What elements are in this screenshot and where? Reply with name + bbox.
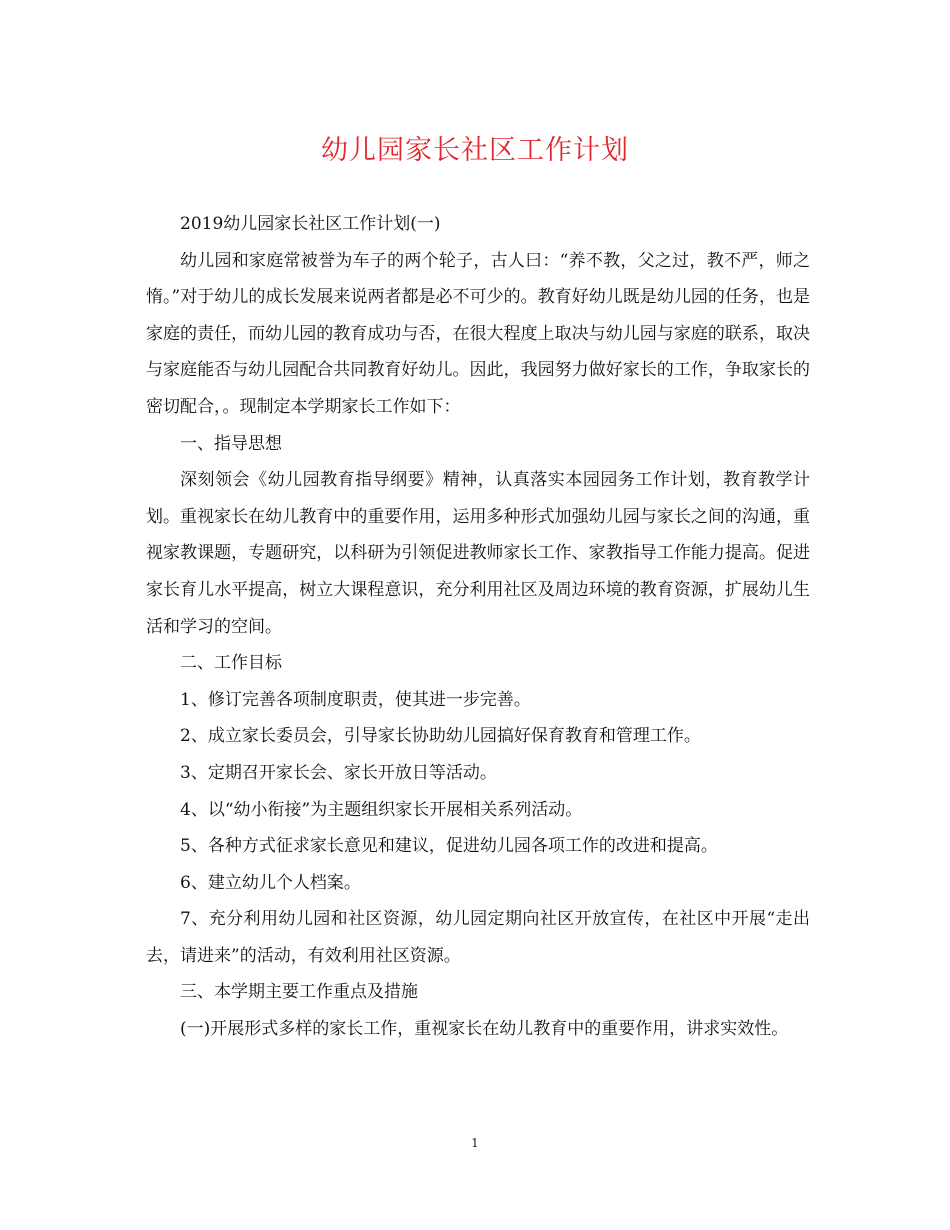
goal-item-5: 5、各种方式征求家长意见和建议，促进幼儿园各项工作的改进和提高。 bbox=[180, 836, 718, 857]
goal-item-4: 4、以“幼小衔接”为主题组织家长开展相关系列活动。 bbox=[180, 799, 583, 820]
section-heading-key-work: 三、本学期主要工作重点及措施 bbox=[180, 982, 418, 1003]
document-title: 幼儿园家长社区工作计划 bbox=[321, 135, 629, 166]
goal-item-1: 1、修订完善各项制度职责，使其进一步完善。 bbox=[180, 689, 531, 710]
goal-item-3: 3、定期召开家长会、家长开放日等活动。 bbox=[180, 762, 497, 783]
paragraph-key-work-1: (一)开展形式多样的家长工作，重视家长在幼儿教育中的重要作用，讲求实效性。 bbox=[180, 1019, 789, 1040]
paragraph-intro: 幼儿园和家庭常被誉为车子的两个轮子，古人曰：“养不教，父之过，教不严，师之惰。”对于幼儿的成长发展来说两者都是必不可少的。教育好幼儿既是幼儿园的任务，也是家庭的责任，而幼儿园的教育成功与否，在很大程度上取决与幼儿园与家庭的联系，取决与家庭能否与幼儿园配合共同教育好幼儿。因此，我园努力做好家长的工作，争取家长的密切配合，。现制定本学期家长工作如下： bbox=[146, 250, 810, 417]
paragraph-subtitle: 2019幼儿园家长社区工作计划(一) bbox=[180, 214, 441, 234]
page-number: 1 bbox=[471, 1136, 479, 1150]
goal-item-6: 6、建立幼儿个人档案。 bbox=[180, 872, 361, 893]
goal-item-2: 2、成立家长委员会，引导家长协助幼儿园搞好保育教育和管理工作。 bbox=[180, 726, 701, 747]
section-heading-guiding-ideology: 一、指导思想 bbox=[180, 433, 282, 454]
section-heading-work-goals: 二、工作目标 bbox=[180, 653, 282, 674]
document-body bbox=[146, 206, 810, 1048]
paragraph-guiding-ideology: 深刻领会《幼儿园教育指导纲要》精神，认真落实本园园务工作计划，教育教学计划。重视家长在幼儿教育中的重要作用，运用多种形式加强幼儿园与家长之间的沟通，重视家教课题，专题研究，以科研为引领促进教师家长工作、家教指导工作能力提高。促进家长育儿水平提高，树立大课程意识，充分利用社区及周边环境的教育资源，扩展幼儿生活和学习的空间。 bbox=[146, 470, 810, 637]
goal-item-7: 7、充分利用幼儿园和社区资源，幼儿园定期向社区开放宣传，在社区中开展“走出去，请进来”的活动，有效利用社区资源。 bbox=[146, 909, 810, 966]
